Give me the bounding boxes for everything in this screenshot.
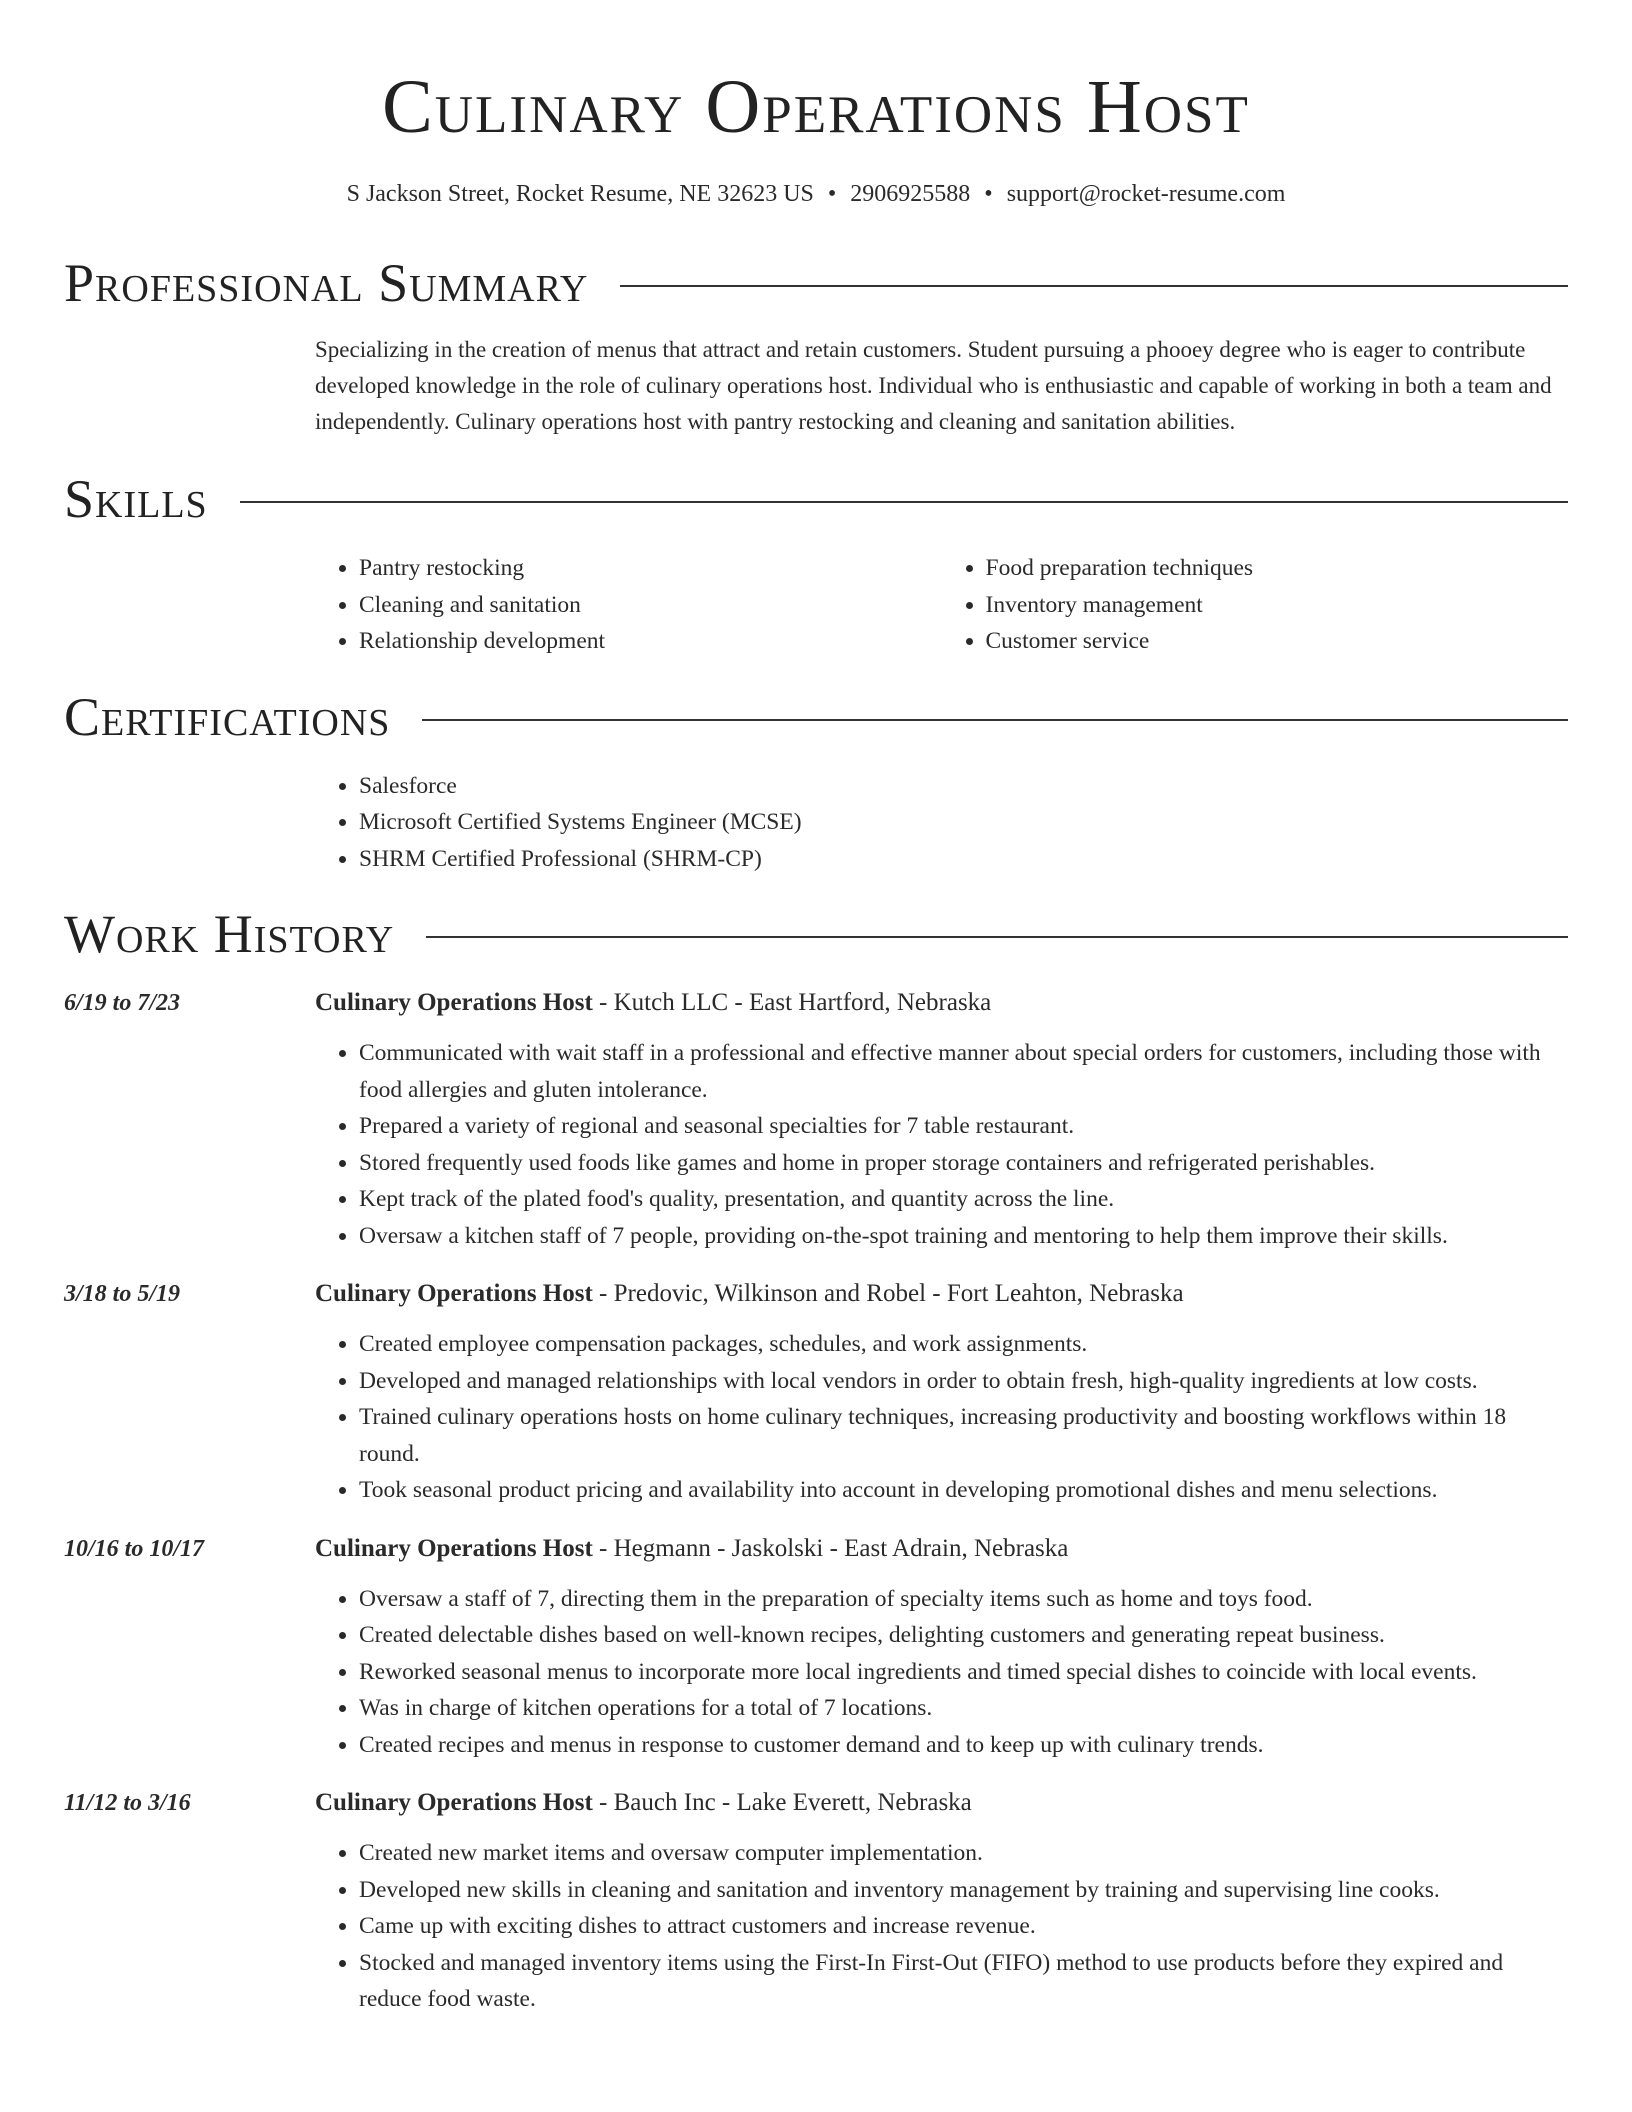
job-title-line [315,1274,1568,1314]
job-title: Culinary Operations Host [315,989,593,1016]
job-bullet: • Oversaw a staff of 7, directing them in the preparation of specialty items such as home and toys food. [359,1581,1568,1618]
job-bullet: • Trained culinary operations hosts on home culinary techniques, increasing productivity and boosting workflows within 18 round. [359,1399,1568,1472]
job-bullets [315,1581,1568,1764]
separator: • [984,181,993,207]
summary-section-header [64,248,1568,318]
skills-heading: Skills [64,469,208,529]
job-company: - Bauch Inc - Lake Everett, Nebraska [592,1789,972,1816]
certification-item: • Microsoft Certified Systems Engineer (MCSE) [359,804,1568,841]
skill-item: • Relationship development [359,623,942,660]
job-bullet: • Prepared a variety of regional and seasonal specialties for 7 table restaurant. [359,1108,1568,1145]
work-history-heading: Work History [64,904,395,964]
job-bullet: • Created employee compensation packages, schedules, and work assignments. [359,1326,1568,1363]
job-dates: 10/16 to 10/17 [64,1535,205,1562]
job-bullet: • Reworked seasonal menus to incorporate more local ingredients and timed special dishes to coincide with local events. [359,1654,1568,1691]
job-dates: 3/18 to 5/19 [64,1281,181,1307]
job-title-line [315,1529,1568,1569]
job-entry [64,983,1568,1254]
summary-heading: Professional Summary [64,253,589,313]
skill-item: • Customer service [986,623,1569,660]
page-title: Culinary Operations Host [382,65,1250,149]
job-bullet: • Was in charge of kitchen operations for a total of 7 locations. [359,1690,1568,1727]
section-divider [422,719,1568,721]
certifications-list [315,768,1568,878]
job-bullet: • Came up with exciting dishes to attract customers and increase revenue. [359,1908,1568,1945]
job-bullet: • Developed and managed relationships with local vendors in order to obtain fresh, high-quality ingredients at low costs. [359,1363,1568,1400]
job-bullet: • Created new market items and oversaw computer implementation. [359,1835,1568,1872]
skills-list-right [942,550,1569,660]
section-divider [240,501,1568,503]
job-bullet: • Developed new skills in cleaning and sanitation and inventory management by training and supervising line cooks. [359,1872,1568,1909]
contact-line [64,178,1568,210]
job-title: Culinary Operations Host [315,1789,593,1816]
summary-text: Specializing in the creation of menus that attract and retain customers. Student pursuing a phooey degree who is eager to contribute developed knowledge in the role of culinary operations host. Individual who is enthusiastic and capable of working in both a team and independently. Culinary operations host with pantry restocking and cleaning and sanitation abilities. [315,337,1552,434]
job-bullet: • Kept track of the plated food's quality, presentation, and quantity across the line. [359,1181,1568,1218]
job-title: Culinary Operations Host [315,1534,593,1562]
job-title-line [315,983,1568,1023]
job-company: - Hegmann - Jaskolski - East Adrain, Nebraska [592,1534,1069,1562]
skills-list-left [315,550,942,660]
job-company: - Kutch LLC - East Hartford, Nebraska [592,989,992,1016]
certification-item: • SHRM Certified Professional (SHRM-CP) [359,841,1568,878]
job-bullet: • Stored frequently used foods like games and home in proper storage containers and refrigerated perishables. [359,1145,1568,1182]
resume-page [64,0,1568,2018]
address-text: S Jackson Street, Rocket Resume, NE 32623 US [346,181,814,207]
certifications-heading: Certifications [64,686,391,747]
job-bullets [315,1326,1568,1509]
separator: • [827,181,837,207]
job-bullet: • Created recipes and menus in response to customer demand and to keep up with culinary trends. [359,1727,1568,1764]
section-divider [620,285,1568,287]
skills-grid [315,550,1568,660]
skill-item: • Pantry restocking [359,550,942,587]
job-bullet: • Communicated with wait staff in a professional and effective manner about special orders for customers, including those with food allergies and gluten intolerance. [359,1035,1568,1108]
job-dates: 6/19 to 7/23 [64,990,181,1016]
job-company: - Predovic, Wilkinson and Robel - Fort Leahton, Nebraska [592,1280,1184,1307]
job-bullet: • Took seasonal product pricing and availability into account in developing promotional dishes and menu selections. [359,1472,1568,1509]
job-bullets [315,1035,1568,1254]
work-history-section-header [64,899,1568,969]
skill-item: • Cleaning and sanitation [359,587,942,624]
job-bullet: • Created delectable dishes based on well-known recipes, delighting customers and generating repeat business. [359,1617,1568,1654]
job-bullet: • Oversaw a kitchen staff of 7 people, providing on-the-spot training and mentoring to help them improve their skills. [359,1218,1568,1255]
job-entry [64,1783,1568,2018]
certifications-section-header [64,682,1568,752]
skill-item: • Food preparation techniques [986,550,1569,587]
phone-text: 2906925588 [850,181,971,207]
job-bullet: • Stocked and managed inventory items using the First-In First-Out (FIFO) method to use products before they expired and reduce food waste. [359,1945,1568,2018]
job-title: Culinary Operations Host [315,1280,593,1307]
job-title-line [315,1783,1568,1823]
job-bullets [315,1835,1568,2018]
job-entry [64,1274,1568,1509]
email-text: support@rocket-resume.com [1006,181,1286,207]
skills-section-header [64,464,1568,534]
certification-item: • Salesforce [359,768,1568,805]
job-dates: 11/12 to 3/16 [64,1790,191,1816]
skill-item: • Inventory management [986,587,1569,624]
job-entry [64,1529,1568,1764]
section-divider [426,936,1568,938]
